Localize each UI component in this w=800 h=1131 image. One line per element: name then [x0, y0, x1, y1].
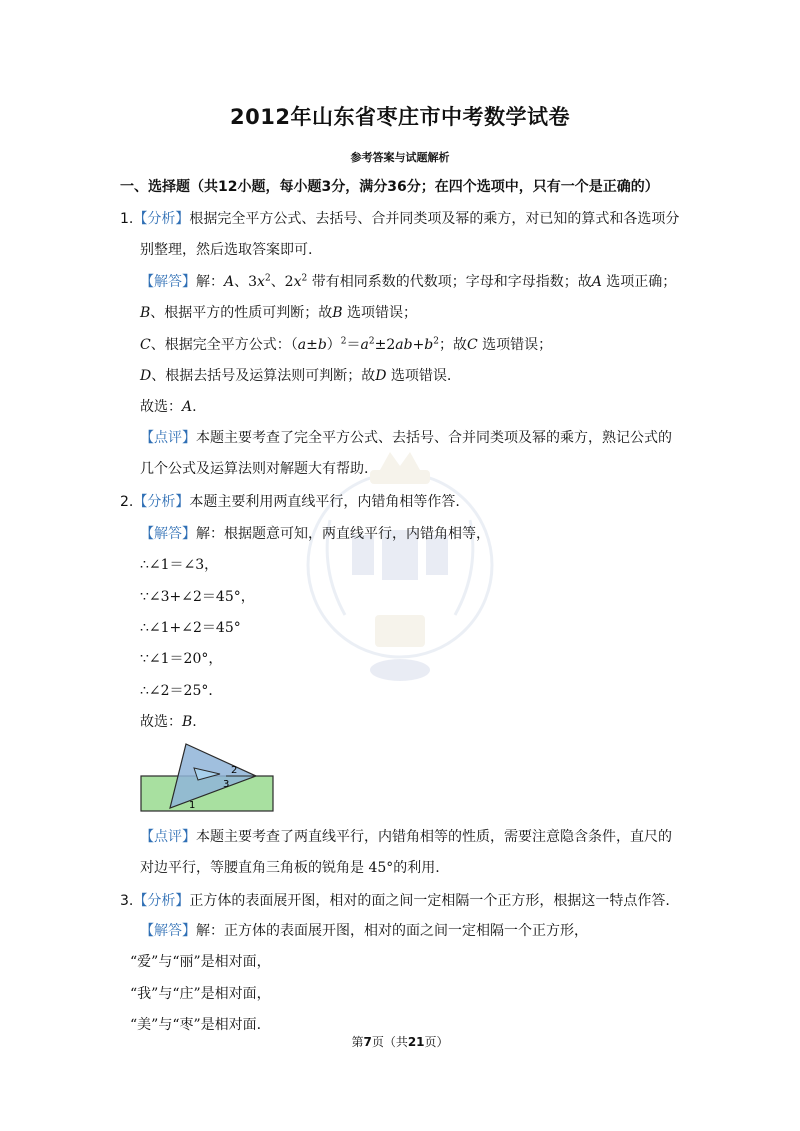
- exponent: 2: [264, 273, 271, 284]
- analysis-tag: 【分析】: [133, 494, 190, 510]
- q2-analysis-line: [120, 492, 460, 512]
- var: a: [360, 337, 369, 353]
- text: +: [412, 337, 425, 353]
- q1-answer: [140, 397, 197, 417]
- q2-answer: [140, 712, 197, 732]
- q2-number: 2.: [120, 494, 134, 510]
- var: C: [467, 337, 478, 353]
- q2-step-1: ∴∠1＝∠3，: [140, 557, 219, 573]
- analysis-tag: 【分析】: [133, 893, 190, 909]
- text: 选项错误；: [477, 337, 553, 353]
- q1-analysis-line-2: 别整理，然后选取答案即可.: [140, 242, 313, 258]
- q1-solution-b: [140, 303, 417, 323]
- q2-analysis-text: 本题主要利用两直线平行，内错角相等作答.: [189, 494, 460, 510]
- total-pages: 21: [407, 1035, 425, 1049]
- text: 、2: [270, 274, 294, 290]
- text: ±2: [374, 337, 396, 353]
- text: 故选：: [140, 714, 182, 730]
- var: A: [591, 274, 602, 290]
- text: 带有相同系数的代数项；字母和字母指数；故: [307, 274, 592, 290]
- q1-number: 1.: [120, 211, 134, 227]
- var: D: [140, 368, 152, 384]
- var: D: [375, 368, 387, 384]
- var: B: [140, 305, 151, 321]
- q2-step-2: ∵∠3+∠2＝45°，: [140, 589, 255, 605]
- text: 、根据去括号及运算法则可判断；故: [151, 368, 376, 384]
- text: 、根据平方的性质可判断；故: [150, 305, 333, 321]
- text: 、根据完全平方公式：（: [150, 337, 298, 353]
- q2-solution-text: 解：根据题意可知，两直线平行，内错角相等，: [196, 526, 490, 542]
- q2-comment-text: 本题主要考查了两直线平行，内错角相等的性质，需要注意隐含条件，直尺的: [196, 829, 672, 845]
- text: 页（共: [371, 1035, 408, 1049]
- answer-letter: A: [182, 399, 193, 415]
- q2-step-5: ∴∠2＝25°．: [140, 683, 223, 699]
- q3-number: 3.: [120, 893, 134, 909]
- comment-tag: 【点评】: [140, 829, 196, 845]
- text: 故选：: [140, 399, 182, 415]
- comment-tag: 【点评】: [140, 430, 196, 446]
- text: 解：: [196, 274, 224, 290]
- q2-comment-line: [140, 827, 672, 847]
- q3-solution-line: [140, 921, 588, 941]
- q1-solution-d: [140, 366, 451, 386]
- q2-step-3: ∴∠1+∠2＝45°: [140, 620, 241, 636]
- q3-line-1: “爱”与“丽”是相对面，: [130, 954, 271, 970]
- page-number: 7: [363, 1035, 372, 1049]
- q3-solution-text: 解：正方体的表面展开图，相对的面之间一定相隔一个正方形，: [196, 923, 588, 939]
- q3-analysis-line: [120, 891, 670, 911]
- var: b: [317, 337, 327, 353]
- q2-solution-line: [140, 524, 490, 544]
- angle-label-2: 2: [231, 765, 238, 776]
- ruler-triangle-figure: [140, 742, 280, 814]
- q1-comment-line-2: 几个公式及运算法则对解题大有帮助.: [140, 461, 369, 477]
- var: a: [297, 337, 307, 353]
- angle-label-3: 3: [223, 779, 230, 790]
- q3-line-2: “我”与“庄”是相对面，: [130, 986, 271, 1002]
- page-subtitle: 参考答案与试题解析: [350, 151, 450, 164]
- var: x: [257, 274, 265, 290]
- var: b: [424, 337, 434, 353]
- text: ±: [306, 337, 318, 353]
- q1-comment-text: 本题主要考查了完全平方公式、去括号、合并同类项及幂的乘方，熟记公式的: [196, 430, 672, 446]
- q1-solution-a: [140, 272, 676, 292]
- text: .: [192, 399, 197, 415]
- text: ）: [326, 337, 341, 353]
- text: ＝: [346, 337, 361, 353]
- text: 选项错误.: [386, 368, 452, 384]
- text: 选项正确；: [601, 274, 677, 290]
- q2-comment-line-2: 对边平行，等腰直角三角板的锐角是 45°的利用.: [140, 860, 440, 876]
- answer-letter: B: [182, 714, 193, 730]
- var: B: [332, 305, 343, 321]
- page-title: 2012年山东省枣庄市中考数学试卷: [230, 105, 570, 129]
- text: 选项错误；: [342, 305, 418, 321]
- var: ab: [395, 337, 413, 353]
- text: .: [192, 714, 197, 730]
- q1-solution-c: [140, 335, 552, 355]
- q2-step-4: ∵∠1＝20°，: [140, 651, 223, 667]
- text: 、3: [234, 274, 258, 290]
- exponent: 2: [301, 273, 308, 284]
- text: 第: [351, 1035, 364, 1049]
- solution-tag: 【解答】: [140, 526, 196, 542]
- solution-tag: 【解答】: [140, 274, 196, 290]
- q1-analysis-line: [120, 209, 679, 229]
- analysis-tag: 【分析】: [133, 211, 190, 227]
- var: x: [293, 274, 302, 290]
- page-footer: [0, 1033, 800, 1050]
- text: ；故: [439, 337, 467, 353]
- exponent: 2: [368, 336, 375, 347]
- q3-line-3: “美”与“枣”是相对面.: [130, 1017, 262, 1033]
- exponent: 2: [433, 336, 439, 347]
- angle-label-1: 1: [189, 800, 196, 811]
- var: C: [140, 337, 151, 353]
- q1-comment-line: [140, 428, 672, 448]
- q3-analysis-text: 正方体的表面展开图，相对的面之间一定相隔一个正方形，根据这一特点作答.: [189, 893, 670, 909]
- text: 页）: [424, 1035, 449, 1049]
- var: A: [224, 274, 235, 290]
- q1-analysis-text: 根据完全平方公式、去括号、合并同类项及幂的乘方，对已知的算式和各选项分: [189, 211, 680, 227]
- section-heading: 一、选择题（共12小题，每小题3分，满分36分；在四个选项中，只有一个是正确的）: [120, 179, 659, 195]
- solution-tag: 【解答】: [140, 923, 196, 939]
- exponent: 2: [340, 336, 347, 347]
